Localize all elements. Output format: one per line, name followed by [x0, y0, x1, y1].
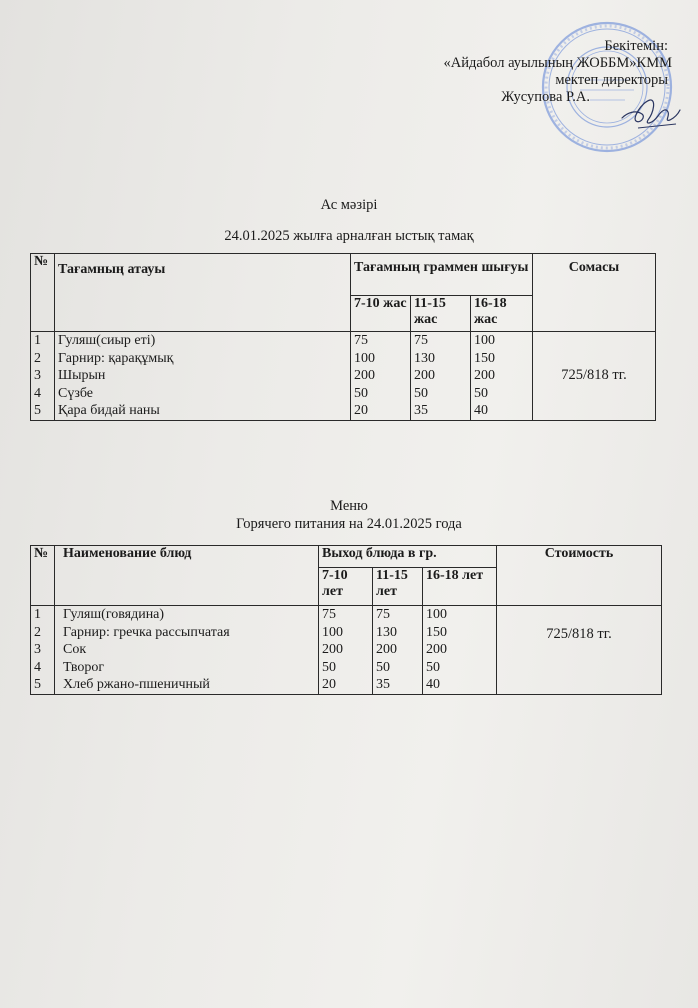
col-number-header: №: [31, 254, 55, 332]
col-number-header: №: [31, 546, 55, 606]
ru-menu-table: [30, 545, 662, 695]
approval-heading: Бекітемін:: [604, 38, 668, 54]
row-number: 4: [34, 659, 41, 675]
dish-name: Творог: [63, 659, 105, 675]
yield-value: 20: [354, 403, 368, 418]
col-yield-header: Выход блюда в гр.: [319, 546, 497, 568]
dish-list: [55, 332, 351, 421]
yield-value: 75: [354, 333, 368, 348]
yield-value: 150: [426, 624, 447, 640]
price-cell: 725/818 тг.: [497, 606, 662, 695]
yield-age-11-15: [411, 332, 471, 421]
age-header: 11-15 жас: [411, 296, 471, 332]
yield-value: 200: [376, 642, 397, 657]
yield-value: 200: [474, 368, 495, 383]
row-numbers: [31, 606, 55, 695]
yield-value: 200: [322, 642, 343, 657]
yield-age-7-10: [319, 606, 373, 695]
dish-name: Гарнир: гречка рассыпчатая: [63, 624, 230, 640]
row-number: 2: [34, 624, 41, 640]
yield-value: 130: [414, 350, 435, 366]
row-number: 3: [34, 368, 41, 383]
director-title: мектеп директоры: [555, 72, 668, 88]
dish-list: [55, 606, 319, 695]
row-numbers: [31, 332, 55, 421]
school-name: «Айдабол ауылының ЖОББМ»КММ: [443, 55, 672, 71]
approval-block: [443, 38, 672, 106]
table-header-row: [31, 254, 656, 296]
row-number: 4: [34, 385, 41, 401]
yield-value: 40: [474, 403, 488, 418]
row-number: 3: [34, 642, 41, 657]
yield-value: 35: [414, 403, 428, 418]
yield-value: 150: [474, 350, 495, 366]
dish-name: Гуляш(сиыр еті): [58, 333, 156, 348]
yield-value: 200: [414, 368, 435, 383]
price-cell: 725/818 тг.: [533, 332, 656, 421]
dish-name: Хлеб ржано-пшеничный: [63, 677, 210, 692]
table-row: [31, 606, 662, 695]
kz-menu-subtitle: 24.01.2025 жылға арналған ыстық тамақ: [224, 228, 474, 244]
yield-value: 200: [426, 642, 447, 657]
yield-value: 50: [376, 659, 390, 675]
dish-name: Гарнир: қарақұмық: [58, 350, 174, 366]
ru-menu-title: Меню: [330, 498, 368, 514]
dish-name: Гуляш(говядина): [63, 607, 165, 622]
row-number: 5: [34, 403, 41, 418]
table-row: [31, 332, 656, 421]
ru-menu-subtitle: Горячего питания на 24.01.2025 года: [236, 516, 462, 532]
yield-age-16-18: [471, 332, 533, 421]
age-header: 16-18 жас: [471, 296, 533, 332]
yield-value: 50: [426, 659, 440, 675]
age-header: 11-15 лет: [373, 568, 423, 606]
age-header: 16-18 лет: [423, 568, 497, 606]
col-yield-header: Тағамның граммен шығуы: [351, 254, 533, 296]
yield-value: 75: [322, 607, 336, 622]
yield-value: 130: [376, 624, 397, 640]
col-name-header: Наименование блюд: [55, 546, 319, 606]
yield-age-7-10: [351, 332, 411, 421]
yield-value: 100: [322, 624, 343, 640]
dish-name: Сүзбе: [58, 385, 94, 401]
dish-name: Қара бидай наны: [58, 403, 160, 418]
col-price-header: Сомасы: [533, 254, 656, 332]
age-header: 7-10 лет: [319, 568, 373, 606]
kz-menu-table: [30, 253, 656, 421]
yield-value: 20: [322, 677, 336, 692]
yield-value: 100: [354, 350, 375, 366]
kz-menu-title: Ас мәзірі: [320, 197, 378, 213]
row-number: 1: [34, 607, 41, 622]
row-number: 2: [34, 350, 41, 366]
yield-value: 100: [474, 333, 495, 348]
yield-age-16-18: [423, 606, 497, 695]
yield-value: 200: [354, 368, 375, 383]
yield-value: 50: [414, 385, 428, 401]
dish-name: Шырын: [58, 368, 106, 383]
director-name: Жусупова Р.А.: [501, 89, 590, 105]
yield-value: 100: [426, 607, 447, 622]
yield-age-11-15: [373, 606, 423, 695]
age-header: 7-10 жас: [351, 296, 411, 332]
row-number: 1: [34, 333, 41, 348]
col-name-header: Тағамның атауы: [55, 254, 351, 332]
yield-value: 40: [426, 677, 440, 692]
col-price-header: Стоимость: [497, 546, 662, 606]
yield-value: 35: [376, 677, 390, 692]
yield-value: 75: [414, 333, 428, 348]
yield-value: 50: [322, 659, 336, 675]
table-header-row: [31, 546, 662, 568]
row-number: 5: [34, 677, 41, 692]
yield-value: 50: [474, 385, 488, 401]
dish-name: Сок: [63, 642, 87, 657]
yield-value: 75: [376, 607, 390, 622]
yield-value: 50: [354, 385, 368, 401]
